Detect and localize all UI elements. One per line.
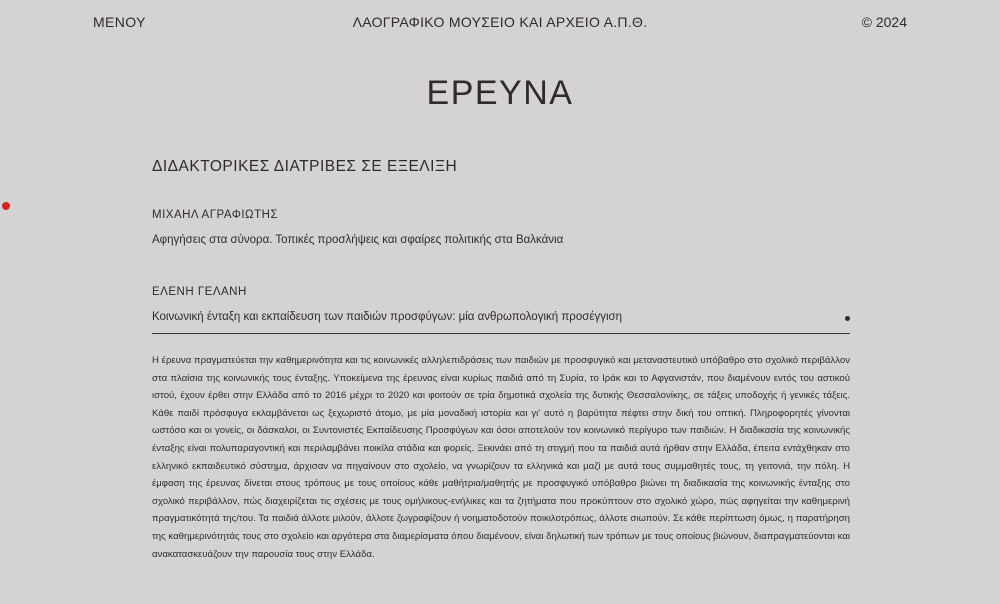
red-indicator-dot <box>2 202 10 210</box>
entry-thesis-title: Κοινωνική ένταξη και εκπαίδευση των παιδιών προσφύγων: μία ανθρωπολογική προσέγγιση <box>152 311 622 323</box>
thesis-accordion-toggle[interactable] <box>152 311 850 334</box>
page-title: ΕΡΕΥΝΑ <box>426 74 574 112</box>
entry-author: ΜΙΧΑΗΛ ΑΓΡΑΦΙΩΤΗΣ <box>152 209 279 221</box>
entry-author: ΕΛΕΝΗ ΓΕΛΑΝΗ <box>152 286 247 298</box>
thesis-abstract: Η έρευνα πραγματεύεται την καθημερινότητα και τις κοινωνικές αλληλεπιδράσεις των παιδιών με προσφυγικό και μεταναστευτικό υπόβαθρο στο σχολικό περιβάλλον στα πλαίσια της κοινωνικής τους ένταξης. Υποκείμενα της έρευνας είναι κυρίως παιδιά από τη Συρία, το Ιράκ και το Αφγανιστάν, που διαμένουν εντός του αστικού ιστού, έχουν έρθει στην Ελλάδα από το 2016 μέχρι το 2020 και φοιτούν σε τρία δημοτικά σχολεία της δυτικής Θεσσαλονίκης, σε τάξεις υποδοχής ή γενικές τάξεις. Κάθε παιδί πρόσφυγα εκλαμβάνεται ως ξεχωριστό άτομο, με μία μοναδική ιστορία και γι' αυτό η βαρύτητα πέφτει στην δική του οπτική. Πληροφορητές γίνονται ωστόσο και οι γονείς, οι δάσκαλοι, οι Συντονιστές Εκπαίδευσης Προσφύγων και όσοι αποτελούν τον κοινωνικό περίγυρο των παιδιών. Η διαδικασία της κοινωνικής ένταξης είναι πολυπαραγοντική και περιλαμβάνει ποικίλα στάδια και φορείς. Ξεκινάει από τη στιγμή που τα παιδιά αυτά ήρθαν στην Ελλάδα, έπειτα εντάχθηκαν στο ελληνικό εκπαιδευτικό σύστημα, άρχισαν να πηγαίνουν στο σχολείο, να γνωρίζουν τα ελληνικά και μαζί με αυτά τους συμμαθητές τους, τη γειτονιά, την πόλη. Η έμφαση της έρευνας δίνεται στους τρόπους με τους οποίους κάθε μαθήτρια/μαθητής με προσφυγικό υπόβαθρο βιώνει τη διαδικασία της κοινωνικής ένταξης στο σχολικό περιβάλλον, πώς διαχειρίζεται τις σχέσεις με τους ομήλικους-ενήλικες και τα ζητήματα που προκύπτουν στο σχολικό χώρο, πώς αφηγείται την καθημερινή πραγματικότητά της/του. Τα παιδιά άλλοτε μιλούν, άλλοτε ζωγραφίζουν ή νοηματοδοτούν ποικιλοτρόπως, άλλοτε σιωπούν. Σε κάθε περίπτωση όμως, η παρατήρηση της καθημερινότητάς τους στο σχολείο και αργότερα στα διαμερίσματα όπου διαμένουν, είναι δηλωτική των τρόπων με τους οποίους βιώνουν, διαπραγματεύονται και ανακατασκευάζουν την παρουσία τους στην Ελλάδα. <box>152 355 850 560</box>
site-title-container <box>0 14 1000 30</box>
section-title: ΔΙΔΑΚΤΟΡΙΚΕΣ ΔΙΑΤΡΙΒΕΣ ΣΕ ΕΞΕΛΙΞΗ <box>152 158 458 175</box>
menu-button[interactable]: ΜΕΝΟΥ <box>93 14 146 30</box>
entry-thesis-title: Αφηγήσεις στα σύνορα. Τοπικές προσλήψεις και σφαίρες πολιτικής στα Βαλκάνια <box>152 234 564 246</box>
top-bar <box>0 14 1000 34</box>
main-content <box>152 156 850 573</box>
site-title-link[interactable]: ΛΑΟΓΡΑΦΙΚΟ ΜΟΥΣΕΙΟ ΚΑΙ ΑΡΧΕΙΟ Α.Π.Θ. <box>352 14 648 30</box>
accordion-dot-icon <box>845 316 850 321</box>
copyright-text: © 2024 <box>861 14 907 30</box>
